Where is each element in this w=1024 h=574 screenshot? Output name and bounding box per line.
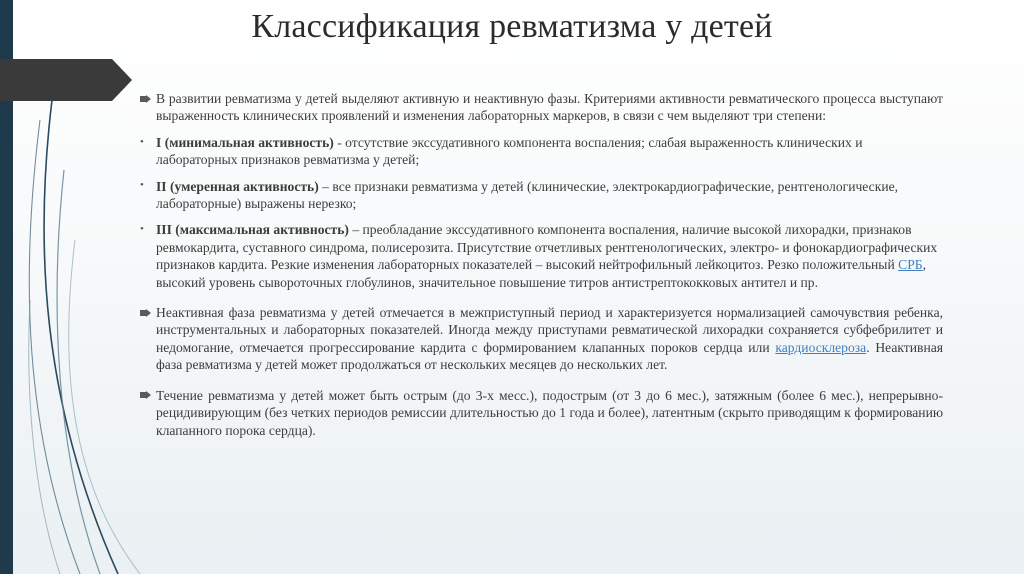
page-title: Классификация ревматизма у детей xyxy=(251,8,773,45)
list-item-degree-1 xyxy=(140,134,943,169)
degree-1-title: I (минимальная активность) xyxy=(156,134,334,150)
inactive-text-before: Неактивная фаза ревматизма у детей отмечается в межприступный период и характеризуется нормализацией самочувствия ребенка, инструментальных и лабораторных показателей. Иногда между приступами ревматической лихорадки сохраняется субфебрилитет и недомогание, отмечается прогрессирование кардита с формированием клапанных пороков сердца или xyxy=(156,305,943,355)
dot-bullet-icon: • xyxy=(140,179,144,192)
curve-1 xyxy=(44,100,118,574)
degree-2-text: – все признаки ревматизма у детей (клинические, электрокардиографические, рентгенологические, лабораторные) выражены нерезко; xyxy=(156,178,899,212)
dot-bullet-icon: • xyxy=(140,135,144,148)
curve-3 xyxy=(29,120,80,574)
intro-text: В развитии ревматизма у детей выделяют активную и неактивную фазы. Критериями активности ревматического процесса выступают выраженность клинических проявлений и изменения лабораторных маркеров, в связи с чем выделяют три степени: xyxy=(156,91,943,124)
list-item-inactive-phase xyxy=(140,304,943,374)
left-accent-bar xyxy=(0,0,13,574)
degree-1-text: - отсутствие экссудативного компонента воспаления; слабая выраженность клинических и лабораторных признаков ревматизма у детей; xyxy=(156,134,863,168)
course-text: Течение ревматизма у детей может быть острым (до 3-х месс.), подострым (от 3 до 6 мес.), затяжным (более 6 мес.), непрерывно-рецидивирующим (без четких периодов ремиссии длительностью до 1 года и более), латентным (скрыто приводящим к формированию клапанного порока сердца). xyxy=(156,387,943,438)
list-item-degree-3 xyxy=(140,221,943,291)
list-item-course xyxy=(140,387,943,439)
list-item-degree-2 xyxy=(140,178,943,213)
crp-link[interactable]: СРБ xyxy=(898,257,923,273)
list-item-intro xyxy=(140,90,943,125)
curve-5 xyxy=(29,300,60,574)
inactive-text-after: . Неактивная фаза ревматизма у детей может продолжаться от нескольких месяцев до нескольких лет. xyxy=(156,339,943,373)
degree-3-text-after: , высокий уровень сывороточных глобулинов, значительное повышение титров антистрептококковых антител и пр. xyxy=(156,257,926,290)
arrow-bullet-icon xyxy=(140,90,152,107)
arrow-bullet-icon xyxy=(140,387,152,404)
curve-2 xyxy=(57,170,100,574)
degree-3-text-before: – преобладание экссудативного компонента воспаления, наличие высокой лихорадки, признаков ревмокардита, суставного синдрома, полисерозита. Присутствие отчетливых рентгенологических, электро- и фонокардиографических признаков кардита. Резкие изменения лабораторных показателей – высокий нейтрофильный лейкоцитоз. Резко положительный xyxy=(156,222,938,273)
arrow-bullet-icon xyxy=(140,304,152,321)
title-tab-arrow xyxy=(0,59,132,101)
cardiosclerosis-link[interactable]: кардиосклероза xyxy=(775,339,867,355)
dot-bullet-icon: • xyxy=(140,223,144,236)
degree-3-title: III (максимальная активность) xyxy=(156,222,349,238)
degree-2-title: II (умеренная активность) xyxy=(156,178,319,194)
slide-content xyxy=(140,90,943,448)
curve-4 xyxy=(69,240,140,574)
